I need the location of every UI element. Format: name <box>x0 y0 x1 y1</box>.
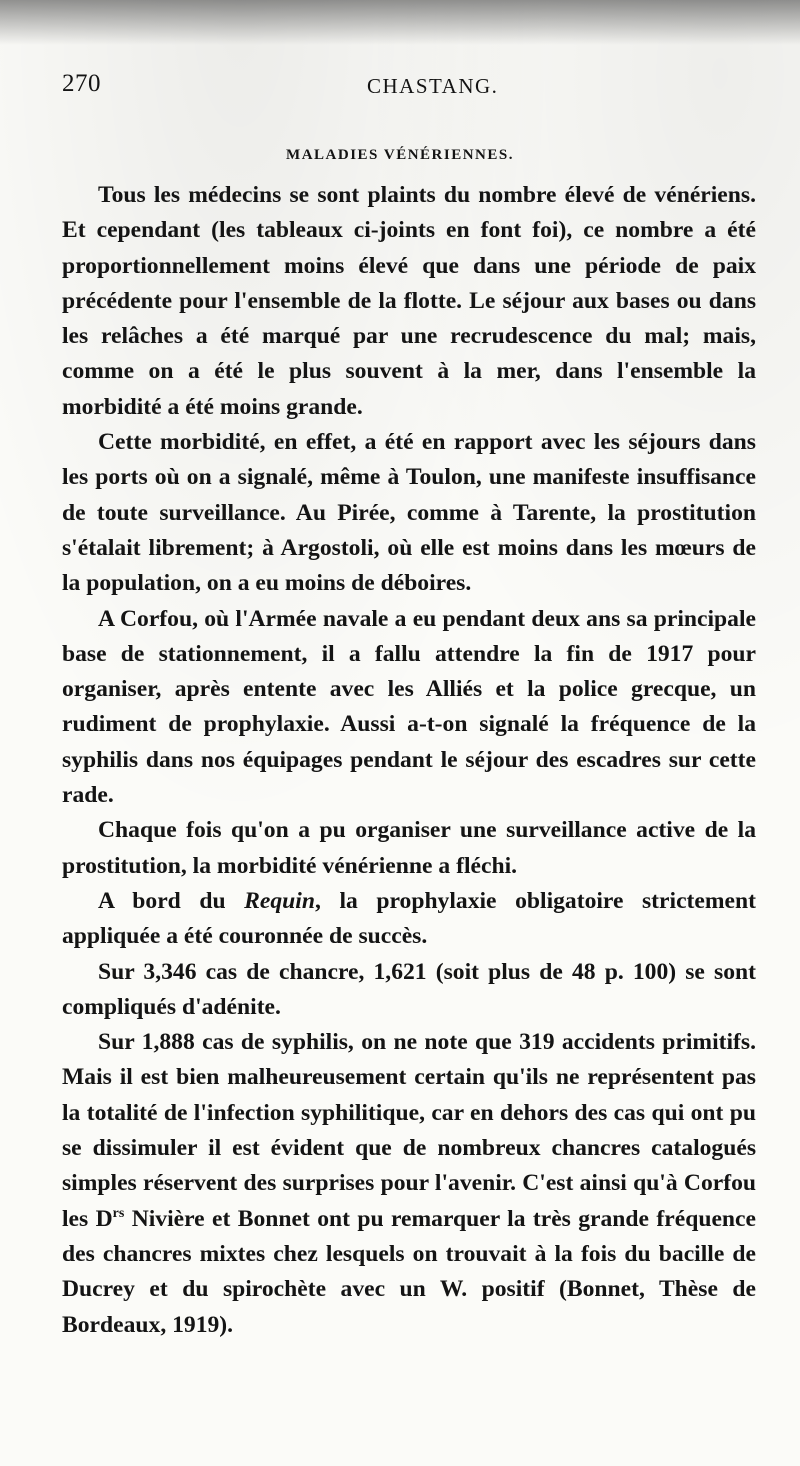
paragraph-6: Sur 3,346 cas de chancre, 1,621 (soit plus de 48 p. 100) se sont compliqués d'adénite. <box>62 958 756 1020</box>
paragraph-3: A Corfou, où l'Armée navale a eu pendant deux ans sa principale base de stationnement, il a fallu attendre la fin de 1917 pour organiser, après entente avec les Alliés et la police grecque, un rudiment de prophylaxie. Aussi a-t-on signalé la fréquence de la syphilis dans nos équipages pendant le séjour des escadres sur cette rade. <box>62 605 756 809</box>
ship-name: Requin <box>244 887 315 914</box>
paragraph-5-lead: A bord du <box>98 887 245 914</box>
paragraph-2: Cette morbidité, en effet, a été en rapport avec les séjours dans les ports où on a signalé, même à Toulon, une manifeste insuffisance de toute surveillance. Au Pirée, comme à Tarente, la prostitution s'étalait librement; à Argostoli, où elle est moins dans les mœurs de la population, on a eu moins de déboires. <box>62 429 756 597</box>
paragraph-5 <box>62 884 756 955</box>
section-heading: MALADIES VÉNÉRIENNES. <box>286 147 514 163</box>
running-title: CHASTANG. <box>367 74 499 98</box>
paragraph-4: Chaque fois qu'on a pu organiser une surveillance active de la prostitution, la morbidité vénérienne a fléchi. <box>62 817 756 879</box>
scan-edge-shadow <box>0 0 800 45</box>
doctors-abbrev-superscript: rs <box>112 1205 125 1221</box>
paragraph-5-rest: , la prophylaxie obligatoire strictement appliquée a été couronnée de succès. <box>62 887 756 950</box>
running-head <box>62 70 742 104</box>
paragraph-7-rest: Nivière et Bonnet ont pu remarquer la très grande fréquence des chancres mixtes chez lesquels on trouvait à la fois du bacille de Ducrey et du spirochète avec un W. positif (Bonnet, Thèse de Bordeaux, 1919). <box>62 1205 756 1338</box>
body-text <box>62 178 756 1343</box>
paragraph-1: Tous les médecins se sont plaints du nombre élevé de vénériens. Et cependant (les tableaux ci-joints en font foi), ce nombre a été proportionnellement moins élevé que dans une période de paix précédente pour l'ensemble de la flotte. Le séjour aux bases ou dans les relâches a été marqué par une recrudescence du mal; mais, comme on a été le plus souvent à la mer, dans l'ensemble la morbidité a été moins grande. <box>62 182 756 420</box>
paragraph-7 <box>62 1025 756 1343</box>
paragraph-7-lead: Sur 1,888 cas de syphilis, on ne note que 319 accidents primitifs. Mais il est bien malheureusement certain qu'ils ne représentent pas la totalité de l'infection syphilitique, car en dehors des cas qui ont pu se dissimuler il est évident que de nombreux chancres catalogués simples réservent des surprises pour l'avenir. C'est ainsi qu'à Corfou les D <box>62 1029 756 1232</box>
page-number: 270 <box>62 70 101 97</box>
